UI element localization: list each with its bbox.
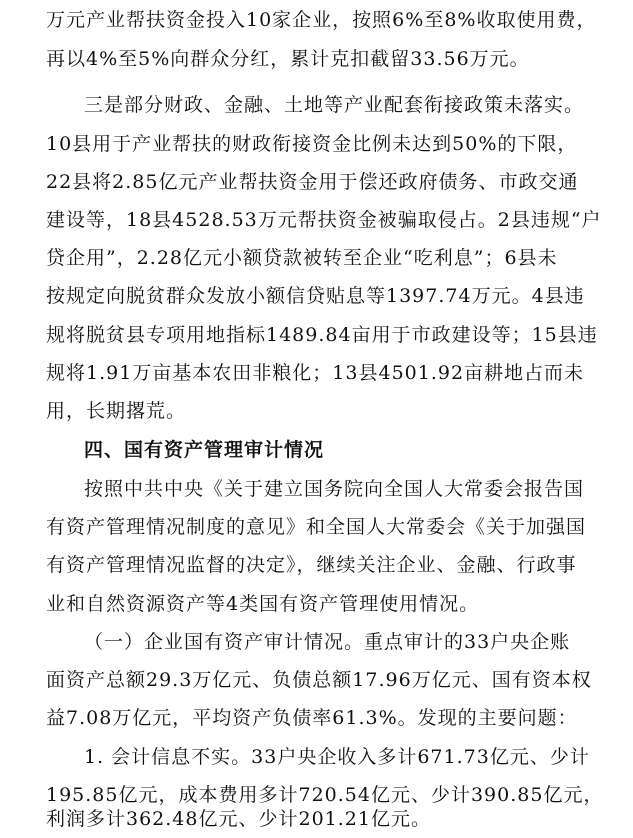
text-line: 面资产总额29.3万亿元、负债总额17.96万亿元、国有资本权 <box>46 669 592 691</box>
text-line: 有资产管理情况监督的决定》，继续关注企业、金融、行政事 <box>46 554 577 576</box>
text-line: 用，长期撂荒。 <box>46 400 187 422</box>
paragraph-first-line: 三是部分财政、金融、土地等产业配套衔接政策未落实。 <box>84 94 585 116</box>
paragraph-first-line: （一）企业国有资产审计情况。重点审计的33户央企账 <box>84 631 571 653</box>
text-line: 有资产管理情况制度的意见》和全国人大常委会《关于加强国 <box>46 516 587 538</box>
text-line: 规将脱贫县专项用地指标1489.84亩用于市政建设等；15县违 <box>46 324 598 346</box>
text-line: 业和自然资源资产等4类国有资产管理使用情况。 <box>46 593 480 615</box>
text-line: 益7.08万亿元，平均资产负债率61.3%。发现的主要问题： <box>46 707 578 729</box>
text-line: 贷企用”，2.28亿元小额贷款被转至企业“吃利息”；6县未 <box>46 247 558 269</box>
paragraph-first-line: 按照中共中央《关于建立国务院向全国人大常委会报告国 <box>84 478 585 500</box>
text-line: 规将1.91万亩基本农田非粮化；13县4501.92亩耕地占而未 <box>46 362 585 384</box>
section-heading: 四、国有资产管理审计情况 <box>84 439 325 461</box>
text-line: 万元产业帮扶资金投入10家企业，按照6%至8%收取使用费， <box>46 9 597 31</box>
text-line: 再以4%至5%向群众分红，累计克扣截留33.56万元。 <box>46 48 530 70</box>
text-line: 建设等，18县4528.53万元帮扶资金被骗取侵占。2县违规“户 <box>46 209 602 231</box>
text-line: 利润多计362.48亿元、少计201.21亿元。 <box>46 808 431 830</box>
text-line: 22县将2.85亿元产业帮扶资金用于偿还政府债务、市政交通 <box>46 171 579 193</box>
text-line: 195.85亿元，成本费用多计720.54亿元、少计390.85亿元， <box>46 784 604 806</box>
text-line: 10县用于产业帮扶的财政衔接资金比例未达到50%的下限， <box>46 133 578 155</box>
paragraph-first-line: 1. 会计信息不实。33户央企收入多计671.73亿元、少计 <box>84 746 590 768</box>
text-line: 按规定向脱贫群众发放小额信贷贴息等1397.74万元。4县违 <box>46 285 585 307</box>
